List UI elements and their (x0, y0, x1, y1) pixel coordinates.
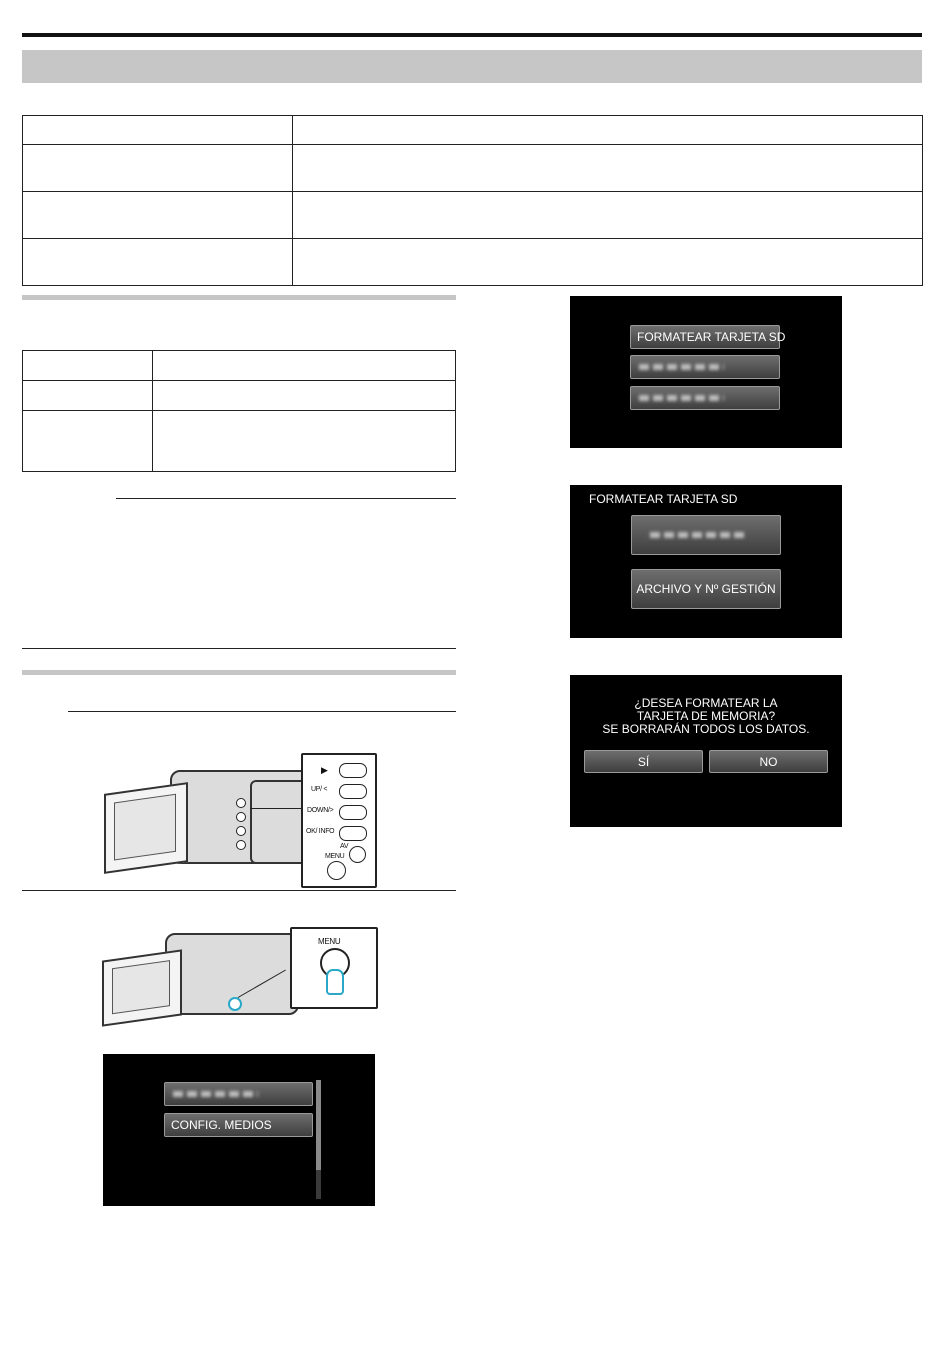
step-rule (68, 711, 456, 712)
touch-hand-icon (326, 969, 344, 995)
format-menu-screen (570, 296, 842, 448)
section-bar (22, 295, 456, 300)
down-button[interactable] (339, 805, 367, 820)
option-archivo-gestion[interactable]: ARCHIVO Y Nº GESTIÓN (631, 569, 781, 609)
confirm-line1: ¿DESEA FORMATEAR LA (634, 696, 778, 710)
title-bar (22, 50, 922, 83)
table-row (23, 239, 923, 286)
menu-item-blurred[interactable] (164, 1082, 313, 1106)
up-label: UP/ < (311, 786, 328, 793)
menu-label: MENU (325, 853, 345, 860)
no-button[interactable]: NO (709, 750, 828, 773)
note-bottom-rule (22, 648, 456, 649)
ok-button[interactable] (339, 826, 367, 841)
table-row (23, 192, 923, 239)
ok-label: OK/ INFO (306, 828, 335, 835)
menu-closeup (290, 927, 378, 1009)
menu-button[interactable] (327, 861, 346, 880)
play-button[interactable] (339, 763, 367, 778)
table-row (23, 351, 456, 381)
section-bar (22, 670, 456, 675)
table-row (23, 145, 923, 192)
confirm-line3: SE BORRARÁN TODOS LOS DATOS. (602, 722, 810, 736)
note-rule (116, 498, 456, 499)
menu-item-format-sd[interactable]: FORMATEAR TARJETA SD (630, 325, 780, 349)
menu-item-config-medios[interactable]: CONFIG. MEDIOS (164, 1113, 313, 1137)
step-rule (22, 890, 456, 891)
play-icon: ▶ (321, 765, 328, 775)
option-blurred[interactable] (631, 515, 781, 555)
button-panel (301, 753, 377, 888)
up-button[interactable] (339, 784, 367, 799)
scrollbar[interactable] (316, 1080, 321, 1199)
screen-title: FORMATEAR TARJETA SD (589, 492, 738, 506)
yes-button[interactable]: SÍ (584, 750, 703, 773)
menu-item-blurred[interactable] (630, 386, 780, 410)
menu-item-blurred[interactable] (630, 355, 780, 379)
settings-table (22, 115, 923, 286)
av-label: AV (340, 843, 349, 850)
menu-closeup-label: MENU (318, 937, 341, 946)
format-options-screen (570, 485, 842, 638)
media-menu-screen (103, 1054, 375, 1206)
top-rule (22, 33, 922, 37)
table-row (23, 411, 456, 472)
down-label: DOWN/> (307, 807, 334, 814)
confirm-screen (570, 675, 842, 827)
table-row (23, 381, 456, 411)
table-row (23, 116, 923, 145)
confirm-line2: TARJETA DE MEMORIA? (636, 709, 776, 723)
options-table (22, 350, 456, 472)
av-button[interactable] (349, 846, 366, 863)
